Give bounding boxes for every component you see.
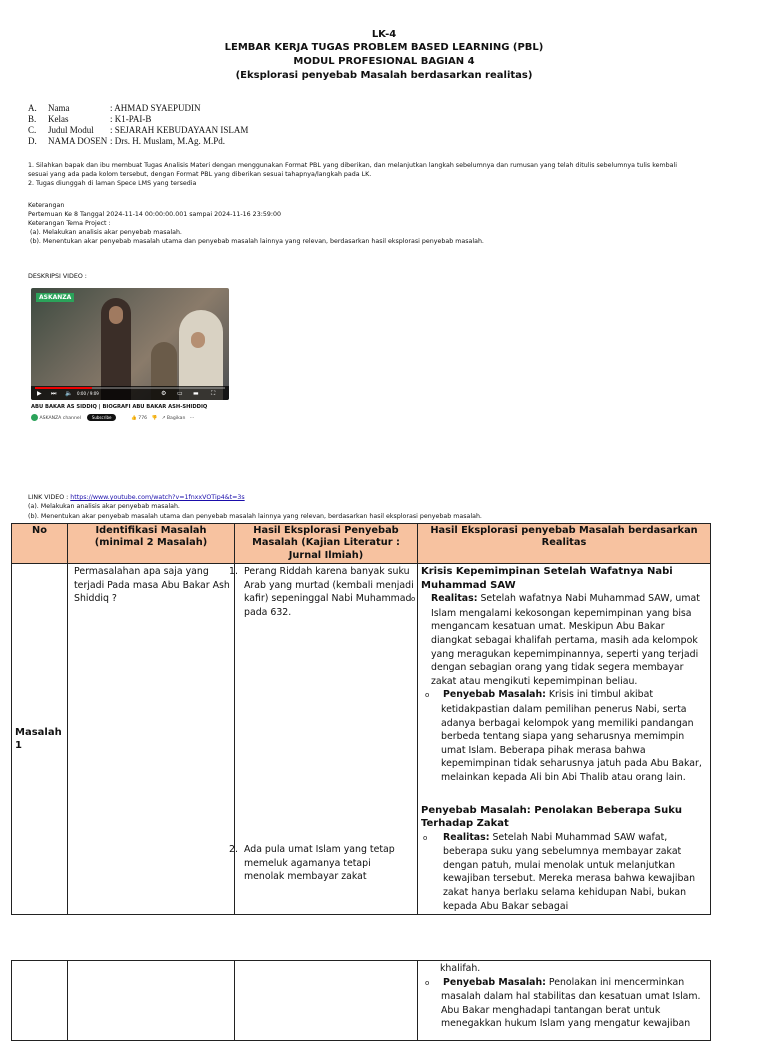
realitas-cell-continued	[418, 961, 711, 1041]
identifikasi-cell-empty	[68, 961, 235, 1041]
realitas-text: Setelah Nabi Muhammad SAW wafat, beberapa suku yang sebelumnya membayar zakat dengan patuh, mulai menolak untuk melanjutkan kewajiban tersebut. Mereka merasa bahwa kewajiban zakat hanya berlaku selama kehidupan Nabi, bukan kepada Abu Bakar sebagai	[443, 831, 696, 912]
realitas-title-2: Penyebab Masalah: Penolakan Beberapa Suku Terhadap Zakat	[421, 804, 683, 830]
video-label: DESKRIPSI VIDEO :	[28, 273, 87, 280]
header-no: No	[12, 524, 68, 564]
literatur-cell-empty	[235, 961, 418, 1041]
table-row	[12, 564, 711, 915]
table-row	[12, 961, 711, 1041]
video-time: 0:00 / 9:09	[77, 391, 99, 396]
miniplayer-icon[interactable]: ▭	[177, 390, 183, 397]
penyebab-point-1	[421, 688, 707, 784]
doc-title: LEMBAR KERJA TUGAS PROBLEM BASED LEARNING (PBL)	[224, 42, 544, 53]
realitas-title-1: Krisis Kepemimpinan Setelah Wafatnya Nabi Muhammad SAW	[421, 566, 673, 591]
identity-value: : K1-PAI-B	[110, 114, 152, 124]
next-icon[interactable]: ⏭	[51, 390, 57, 397]
bullet-icon: o	[425, 691, 430, 700]
identity-value: : AHMAD SYAEPUDIN	[110, 103, 201, 113]
penyebab-text: Penolakan ini mencerminkan masalah dalam hal stabilitas dan kesatuan umat Islam. Abu Bakar menghadapi tantangan berat untuk menegakkan hukum Islam yang mengatur kewajiban	[441, 976, 701, 1030]
keterangan-title: Keterangan	[28, 202, 65, 209]
play-icon[interactable]: ▶	[37, 390, 42, 397]
literatur-item-1: Perang Riddah karena banyak suku Arab yang murtad (kembali menjadi kafir) sepeninggal Nabi Muhammad pada 632.	[244, 566, 414, 618]
instruction-2: 2. Tugas diunggah di laman Spece LMS yang tersedia	[28, 180, 197, 187]
share-icon[interactable]: ↗	[161, 416, 166, 421]
volume-icon[interactable]: 🔈	[65, 390, 73, 397]
table-header-row	[12, 524, 711, 564]
instruction-1b: sesuai yang ada pada kolom tersebut, dengan Format PBL yang diberikan sesuai tahapnya/langkah pada LK.	[28, 171, 372, 178]
row-label: Masalah 1	[12, 564, 68, 915]
share-label[interactable]: Bagikan	[166, 416, 186, 421]
row-label-empty	[12, 961, 68, 1041]
more-icon[interactable]: ···	[189, 416, 195, 421]
identity-row-modul	[28, 125, 248, 136]
literatur-cell	[229, 564, 418, 915]
video-title: ABU BAKAR AS SIDDIQ | BIOGRAFI ABU BAKAR ASH-SHIDDIQ	[31, 404, 208, 410]
keterangan-meeting: Pertemuan Ke 8 Tanggal 2024-11-14 00:00:00.001 sampai 2024-11-16 23:59:00	[28, 211, 281, 218]
link-a: (a). Melakukan analisis akar penyebab masalah.	[28, 503, 180, 510]
subscribe-button[interactable]: Subscribe	[87, 414, 117, 421]
figure-man-dark-robe	[101, 298, 131, 400]
realitas-cell	[411, 564, 711, 915]
identity-table	[28, 103, 248, 147]
channel-logo: ASKANZA	[36, 293, 74, 302]
identifikasi-cell	[68, 564, 235, 915]
identity-value: : SEJARAH KEBUDAYAAN ISLAM	[110, 125, 249, 135]
video-controls[interactable]	[31, 386, 229, 400]
link-b: (b). Menentukan akar penyebab masalah utama dan penyebab masalah lainnya yang relevan, berdasarkan hasil eksplorasi penyebab masalah.	[28, 513, 482, 520]
penyebab-text: Krisis ini timbul akibat ketidakpastian dalam pemilihan penerus Nabi, serta adanya berbagai kelompok yang memiliki pandangan berbeda tentang siapa yang seharusnya memimpin umat Islam. Beberapa pihak merasa bahwa kepemimpinan tidak seharusnya jatuh pada Abu Bakar, melainkan kepada Ali bin Abi Thalib atau orang lain.	[441, 689, 702, 783]
identity-label: Judul Modul	[48, 125, 94, 135]
identity-label: Kelas	[48, 114, 69, 124]
settings-icon[interactable]: ⚙	[161, 390, 167, 397]
video-thumbnail[interactable]	[31, 288, 229, 400]
channel-avatar-icon	[31, 414, 38, 421]
bullet-icon: o	[425, 978, 430, 987]
identity-letter: A.	[28, 103, 37, 113]
channel-name: ASKANZA channel	[39, 416, 81, 421]
realitas-point-1	[411, 592, 707, 688]
penyebab-label: Penyebab Masalah:	[443, 976, 546, 988]
penyebab-point-2	[421, 976, 707, 1031]
doc-module: MODUL PROFESIONAL BAGIAN 4	[293, 56, 475, 67]
video-link[interactable]: https://www.youtube.com/watch?v=1fnxxVOTip4&t=3s	[70, 494, 245, 501]
like-count: 776	[138, 416, 148, 421]
identity-label: Nama	[48, 103, 70, 113]
realitas-point-2	[421, 831, 707, 914]
like-icon[interactable]: 👍	[131, 416, 137, 421]
identity-value: : Drs. H. Muslam, M.Ag. M.Pd.	[110, 136, 226, 146]
realitas-label: Realitas:	[443, 831, 490, 843]
identity-row-dosen	[28, 136, 248, 147]
dislike-icon[interactable]: 👎	[151, 416, 158, 421]
identity-letter: B.	[28, 114, 37, 124]
literatur-item-2: Ada pula umat Islam yang tetap memeluk agamanya tetapi menolak membayar zakat	[244, 844, 395, 883]
bullet-icon: o	[423, 833, 428, 842]
identity-letter: C.	[28, 125, 37, 135]
video-progress-bar[interactable]	[35, 387, 225, 389]
keterangan-tema-title: Keterangan Tema Project :	[28, 220, 111, 227]
literatur-num-1: 1.	[229, 566, 238, 578]
bullet-icon: o	[411, 595, 416, 604]
pbl-table-continued	[11, 960, 711, 1041]
continued-text: khalifah.	[440, 963, 481, 974]
identity-row-nama	[28, 103, 248, 114]
header-realitas: Hasil Eksplorasi penyebab Masalah berdasarkan Realitas	[418, 524, 711, 564]
video-channel-row	[31, 414, 194, 421]
doc-subtitle: (Eksplorasi penyebab Masalah berdasarkan realitas)	[235, 70, 533, 81]
identifikasi-text: Permasalahan apa saja yang terjadi Pada masa Abu Bakar Ash Shiddiq ?	[74, 566, 230, 605]
identity-label: NAMA DOSEN	[48, 136, 108, 146]
literatur-num-2: 2.	[229, 844, 238, 856]
header-identifikasi: Identifikasi Masalah (minimal 2 Masalah)	[68, 524, 235, 564]
realitas-text: Setelah wafatnya Nabi Muhammad SAW, umat Islam mengalami kekosongan kepemimpinan yang bisa mengancam kesatuan umat. Meskipun Abu Bakar diangkat sebagai khalifah pertama, masih ada kelompok yang meragukan kepemimpinannya, seperti yang terjadi dengan sebagian orang yang tidak segera membayar zakat atau mengikuti kepemimpinan beliau.	[431, 593, 700, 687]
identity-letter: D.	[28, 136, 37, 146]
fullscreen-icon[interactable]: ⛶	[211, 390, 216, 397]
theater-icon[interactable]: ▬	[193, 390, 199, 397]
header-kajian-literatur: Hasil Eksplorasi Penyebab Masalah (Kajian Literatur : Jurnal Ilmiah)	[235, 524, 418, 564]
link-label: LINK VIDEO :	[28, 494, 71, 501]
link-row	[28, 494, 245, 502]
identity-row-kelas	[28, 114, 248, 125]
pbl-table	[11, 523, 711, 915]
realitas-label: Realitas:	[431, 593, 478, 605]
penyebab-label: Penyebab Masalah:	[443, 689, 546, 701]
instruction-1a: 1. Silahkan bapak dan ibu membuat Tugas Analisis Materi dengan menggunakan Format PBL yang diberikan, dan melanjutkan langkah sebelumnya dan rumusan yang telah ditulis sebelumnya tulis kembali	[28, 162, 677, 169]
keterangan-a: (a). Melakukan analisis akar penyebab masalah.	[28, 229, 182, 236]
keterangan-b: (b). Menentukan akar penyebab masalah utama dan penyebab masalah lainnya yang relevan, berdasarkan hasil eksplorasi penyebab masalah.	[28, 238, 484, 245]
doc-code: LK-4	[371, 29, 397, 40]
